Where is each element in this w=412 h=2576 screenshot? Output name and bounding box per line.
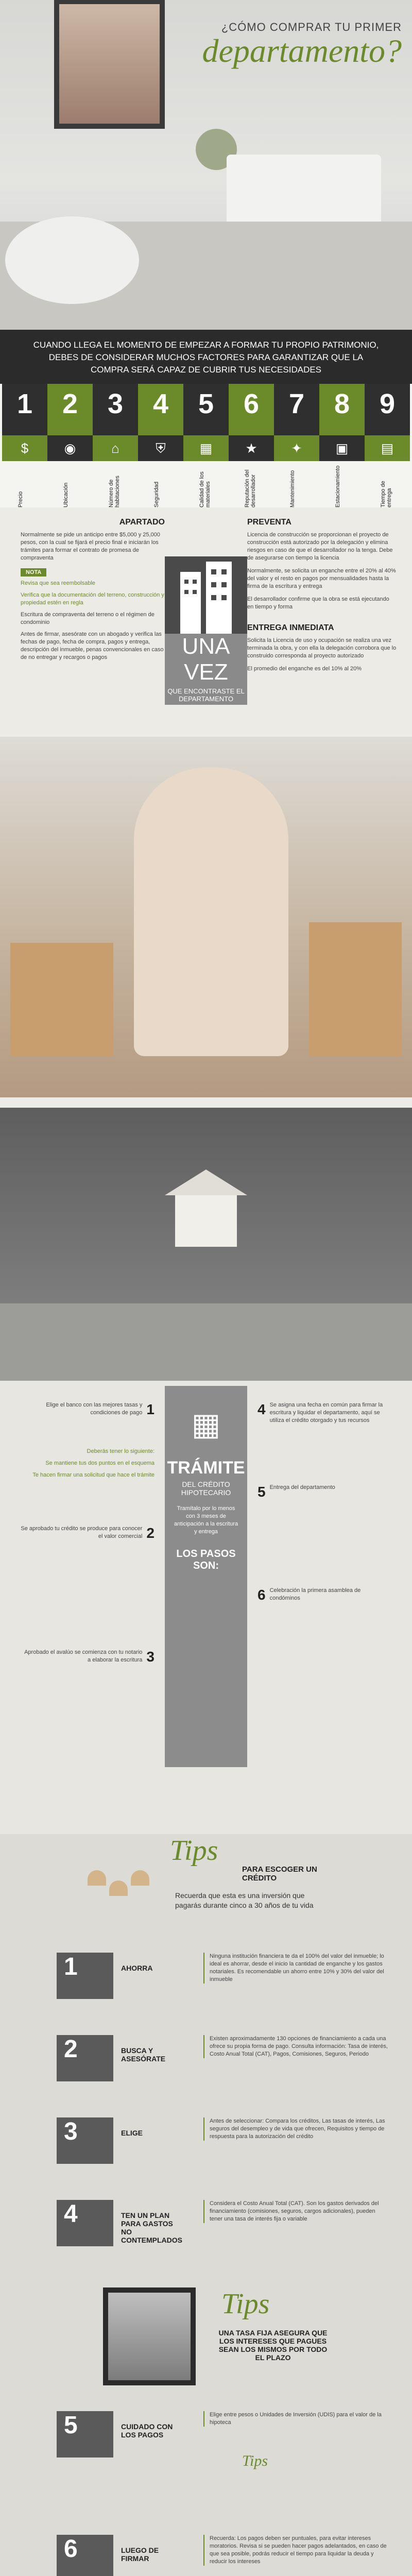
- house-model: [175, 1190, 237, 1247]
- factor-number-6: 6: [229, 384, 274, 435]
- tramite-step-3: 3 Aprobado el avalúo se comienza con tu notario a elaborar la escritura: [24, 1649, 154, 1665]
- framed-photo-signing: [103, 2287, 196, 2385]
- tip-label: ELIGE: [121, 2129, 143, 2137]
- bench-illustration: [227, 155, 381, 232]
- nota-item-4: Antes de firmar, asesórate con un abogado y verifica las fechas de pago, fecha de compra, pagos y entrega, descripción del inmueble, penas convencionales en caso de no entregar y recargos o pagos: [21, 631, 164, 660]
- preventa-title: PREVENTA: [247, 518, 291, 527]
- tramite-note: Tramítalo por lo menos con 3 meses de anticipación a la escritura y entrega: [174, 1505, 238, 1535]
- tip-row-5: [57, 2411, 391, 2488]
- factor-icon-8: ▣: [319, 435, 365, 461]
- factor-icon-3: ⌂: [93, 435, 138, 461]
- una-vez-subtitle: QUE ENCONTRASTE EL DEPARTAMENTO: [165, 685, 247, 705]
- tip-text: Elige entre pesos o Unidades de Inversión (UDIS) para el valor de la hipoteca: [203, 2411, 389, 2427]
- entrega-item: El promedio del enganche es del 10% al 20%: [247, 666, 362, 672]
- preventa-item-2: El desarrollador confirme que la obra se está ejecutando en tiempo y forma: [247, 596, 389, 610]
- tip-row-3: [57, 2117, 391, 2195]
- tip-text: Existen aproximadamente 130 opciones de financiamiento a cada una ofrece su propia forma de pago. Consulta información: Tasa de interés, Costo Anual Total (CAT), Pagos, Comisiones, Seguros, Periodo: [203, 2035, 389, 2058]
- tip-label: TEN UN PLAN PARA GASTOS NO CONTEMPLADOS: [121, 2211, 182, 2244]
- factor-icon-6: ★: [229, 435, 274, 461]
- factor-icon-4: ⛨: [138, 435, 183, 461]
- factor-label-3: Número de habitaciones: [108, 476, 121, 507]
- tramite-step-4: 4 Se asigna una fecha en común para firmar la escritura y liquidar el departamento, aquí se utiliza el crédito otorgado y tus recursos: [258, 1401, 383, 1423]
- building-icon: [165, 556, 247, 634]
- factor-icon-1: $: [2, 435, 47, 461]
- tip-row-4: [57, 2200, 391, 2277]
- intro-text: CUANDO LLEGA EL MOMENTO DE EMPEZAR A FORMAR TU PROPIO PATRIMONIO, DEBES DE CONSIDERAR MUCHOS FACTORES PARA GARANTIZAR QUE LA COMPRA SERÁ CAPAZ DE CUBRIR TUS NECESIDADES: [33, 340, 379, 375]
- calendar-icon: ▦: [191, 1407, 221, 1442]
- una-vez-title: UNA VEZ: [165, 634, 247, 685]
- lamps-illustration: [88, 1839, 149, 1906]
- tip-number: 2: [57, 2035, 113, 2081]
- hero-small-title: ¿CÓMO COMPRAR TU PRIMER: [221, 21, 402, 33]
- hero-photo-woman-boxes: [59, 4, 160, 124]
- tip-number: 1: [57, 1953, 113, 1999]
- factor-number-1: 1: [2, 384, 47, 435]
- factor-label-8: Estacionamiento: [335, 465, 341, 507]
- factor-label-5: Calidad de los materiales: [199, 471, 211, 507]
- apartado-title: APARTADO: [119, 518, 165, 527]
- factor-number-3: 3: [93, 384, 138, 435]
- tramite-step-2: 2 Se aprobado tu crédito se produce para conocer el valor comercial: [21, 1525, 154, 1541]
- tramite-dim-note: Deberás tener lo siguiente: Se mantiene tus dos puntos en el esquema Te hacen firmar una solicitud que hace el trámite: [32, 1448, 154, 1478]
- factor-label-9: Tiempo de entrega: [380, 481, 392, 507]
- nota-item-1: Revisa que sea reembolsable: [21, 580, 95, 586]
- photo-house-keys: [0, 1108, 412, 1381]
- table-surface: [0, 1303, 412, 1381]
- tip-number: 5: [57, 2411, 113, 2458]
- factor-number-7: 7: [274, 384, 319, 435]
- tip-text: Ninguna institución financiera te da el 100% del valor del inmueble; lo ideal es ahorrar, desde el inicio la cantidad de enganche y los gastos notariales. Es recomendable un ahorro entre 10% y 30% del valor del inmueble: [203, 1953, 389, 1984]
- entrega-text: Solicita la Licencia de uso y ocupación se realiza una vez terminada la obra, y con ella la delegación corrobora que lo construido corresponda al proyecto autorizado: [247, 637, 397, 659]
- factor-number-8: 8: [319, 384, 365, 435]
- house-roof: [165, 1170, 247, 1195]
- tips-heading: PARA ESCOGER UN CRÉDITO: [242, 1865, 317, 1883]
- factor-number-2: 2: [47, 384, 93, 435]
- tip-label: LUEGO DE FIRMAR: [121, 2546, 159, 2563]
- preventa-block: [247, 518, 397, 673]
- preventa-item-1: Normalmente, se solicita un enganche entre el 20% al 40% del valor y el resto en pagos por mensualidades hasta la firma de la escritura y entrega: [247, 568, 396, 589]
- tip-label: BUSCA Y ASESÓRATE: [121, 2046, 166, 2063]
- factors-row: [0, 384, 412, 507]
- factor-icon-2: ◉: [47, 435, 93, 461]
- factor-label-7: Mantenimiento: [289, 470, 296, 507]
- beanbag-illustration: [5, 216, 139, 304]
- factor-number-9: 9: [365, 384, 410, 435]
- tip-text: Recuerda: Los pagos deben ser puntuales, para evitar intereses moratorios. Revisa si se pueden hacer pagos adelantados, en caso de que sea posible, podrás reducir el tiempo para liquidar la deuda y reducir los intereses: [203, 2535, 389, 2566]
- pasos-label: LOS PASOS SON:: [176, 1548, 236, 1571]
- intro-band: [0, 330, 412, 384]
- factor-icon-9: ▤: [365, 435, 410, 461]
- hero-image: [0, 0, 412, 330]
- nota-item-2: Verifica que la documentación del terreno, construcción y propiedad estén en regla: [21, 592, 164, 606]
- apartado-block: [21, 518, 165, 662]
- tramite-panel: [165, 1386, 247, 1767]
- nota-badge: NOTA: [21, 567, 165, 577]
- tramite-subtitle: DEL CRÉDITO HIPOTECARIO: [181, 1480, 231, 1497]
- tip-number: 6: [57, 2535, 113, 2576]
- tramite-step-6: 6 Celebración la primera asamblea de condóminos: [258, 1587, 361, 1603]
- tip-text: Considera el Costo Anual Total (CAT). Son los gastos derivados del financiamiento (comisiones, seguros, cargos adicionales), pueden tener una tasa de interés fija o variable: [203, 2200, 389, 2223]
- tip-label: AHORRA: [121, 1964, 153, 1972]
- tips-title: Tips: [170, 1835, 218, 1867]
- tip-number: 4: [57, 2200, 113, 2246]
- factor-icon-7: ✦: [274, 435, 319, 461]
- tips-intro: Recuerda que esta es una inversión que pagarás durante cinco a 30 años de tu vida: [175, 1891, 314, 1909]
- nota-item-3: Escritura de compraventa del terreno o el régimen de condominio: [21, 612, 154, 625]
- box-illustration: [10, 943, 113, 1056]
- hero-big-title: departamento?: [202, 32, 402, 69]
- factor-icon-5: ▦: [183, 435, 229, 461]
- tip-row-1: [57, 1953, 391, 2030]
- tasa-fija-note: UNA TASA FIJA ASEGURA QUE LOS INTERESES QUE PAGUES SEAN LOS MISMOS POR TODO EL PLAZO: [218, 2329, 328, 2362]
- apartado-text: Normalmente se pide un anticipo entre $5,000 y 25,000 pesos, con la cual se fijará el precio final e iniciarán los trámites para formar el contrato de promesa de compraventa: [21, 532, 160, 561]
- factor-label-1: Precio: [18, 491, 24, 507]
- tip-row-2: [57, 2035, 391, 2112]
- factor-label-6: Reputación del desarrollador: [244, 469, 256, 507]
- entrega-title: ENTREGA INMEDIATA: [247, 623, 334, 632]
- preventa-text: Licencia de construcción se proporcionan el proyecto de construcción está autorizado por la delegación y elimina riesgos en caso de que el desarrollador no la tenga. Debe de asegurarse con tiempo la licencia: [247, 532, 393, 561]
- tip-number: 3: [57, 2117, 113, 2164]
- factor-number-4: 4: [138, 384, 183, 435]
- factor-number-5: 5: [183, 384, 229, 435]
- tramite-step-5: 5 Entrega del departamento: [258, 1484, 335, 1500]
- photo-couple-moving-boxes: [0, 737, 412, 1097]
- tip-text: Antes de seleccionar: Compara los créditos, Las tasas de interés, Las seguros del desempleo y de vida que ofrecen, Requisitos y tiempo de respuesta para la autorización del crédito: [203, 2117, 389, 2141]
- box-illustration-2: [309, 922, 402, 1056]
- tips-inner-label: Tips: [242, 2452, 268, 2469]
- factor-label-4: Seguridad: [153, 481, 160, 507]
- tramite-step-1: 1 Elige el banco con las mejores tasas y condiciones de pago: [46, 1401, 154, 1417]
- tip-row-6: [57, 2535, 391, 2576]
- factor-label-2: Ubicación: [63, 482, 69, 507]
- tramite-title: TRÁMITE: [167, 1458, 245, 1478]
- tip-label: CUIDADO CON LOS PAGOS: [121, 2422, 173, 2439]
- una-vez-block: [165, 634, 247, 705]
- tips-title-2: Tips: [221, 2288, 270, 2320]
- couple-figure: [134, 768, 288, 1056]
